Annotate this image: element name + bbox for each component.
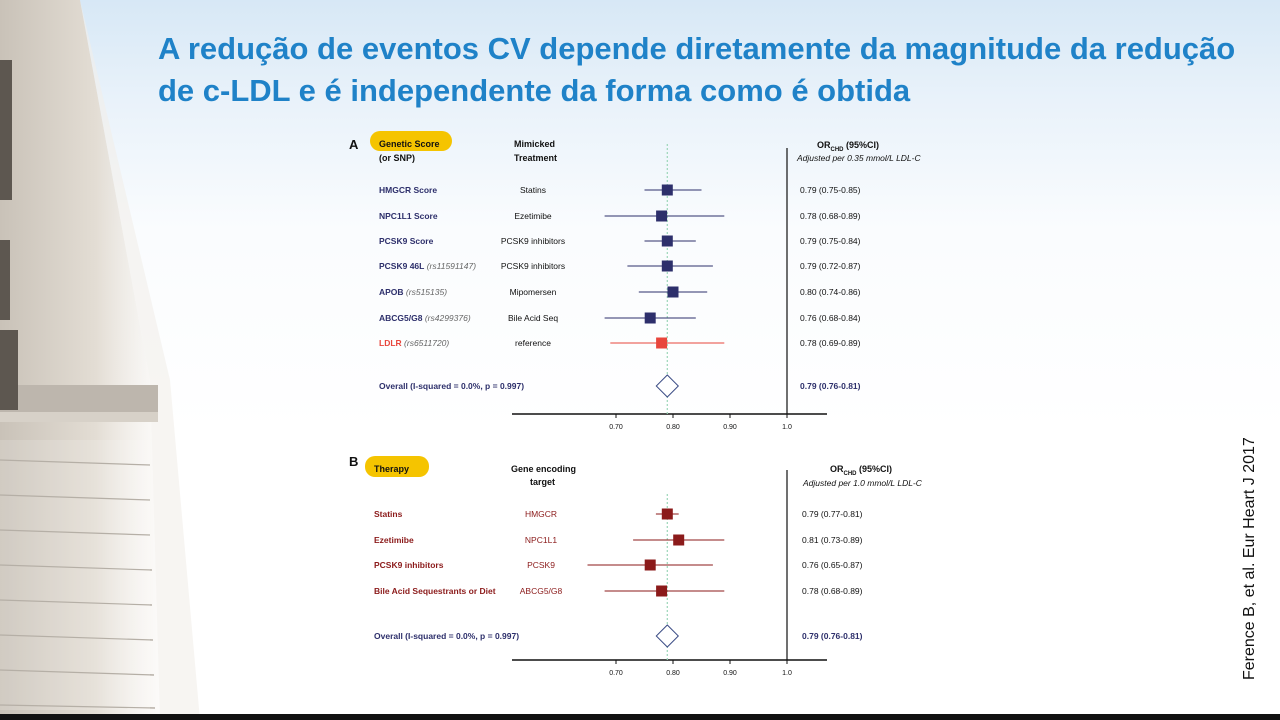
panel-b-point-estimate	[656, 586, 667, 597]
panel-b-or-header: $OR_{CHD}$ (95%CI)	[830, 464, 893, 477]
panel-a-row-name	[379, 338, 449, 348]
panel-b-x-tick-label: 0.80	[666, 670, 680, 677]
panel-b-row-name-text: Ezetimibe	[374, 535, 414, 545]
panel-a-row-name	[379, 211, 438, 221]
panel-b-point-estimate	[673, 535, 684, 546]
panel-b-row-name	[374, 586, 496, 596]
bottom-bar	[0, 714, 1280, 720]
panel-a-row-name-text: PCSK9 Score	[379, 236, 434, 246]
panel-b-overall-label: Overall (I-squared = 0.0%, p = 0.997)	[374, 631, 520, 641]
panel-b-point-estimate	[662, 509, 673, 520]
panel-a-point-estimate	[668, 287, 679, 298]
panel-a-col2-header-line1: Mimicked	[514, 139, 556, 149]
panel-a-point-estimate	[662, 236, 673, 247]
panel-a-overall-ci-text: 0.79 (0.76-0.81)	[800, 381, 861, 391]
panel-a-row-name-text: NPC1L1 Score	[379, 211, 438, 221]
panel-b-row-name	[374, 509, 403, 519]
panel-b-row-treatment: ABCG5/G8	[519, 586, 563, 596]
panel-a-point-estimate	[662, 185, 673, 196]
citation: Ference B, et al. Eur Heart J 2017	[1241, 437, 1258, 680]
panel-b-row-ci-text: 0.78 (0.68-0.89)	[802, 586, 863, 596]
panel-b-col2-header-line2: target	[530, 477, 556, 487]
panel-a-row-name-text: LDLR	[379, 338, 402, 348]
panel-a-row-treatment: Ezetimibe	[514, 211, 552, 221]
panel-a-col2-header-line2: Treatment	[514, 153, 558, 163]
panel-b-adjust-note: Adjusted per 1.0 mmol/L LDL-C	[803, 478, 922, 488]
panel-b-x-tick-label: 0.90	[723, 670, 737, 677]
panel-a-row-name	[379, 185, 437, 195]
panel-a-row-name	[379, 287, 447, 297]
panel-b-row-treatment: PCSK9	[527, 560, 555, 570]
panel-b-row-name-text: Bile Acid Sequestrants or Diet	[374, 586, 496, 596]
panel-a-adjust-note: Adjusted per 0.35 mmol/L LDL-C	[797, 153, 921, 163]
panel-a-row-ci-text: 0.79 (0.75-0.84)	[800, 236, 861, 246]
panel-a-row-name-text: APOB	[379, 287, 404, 297]
panel-a-row-treatment: reference	[515, 338, 551, 348]
panel-b-marks	[374, 494, 863, 677]
panel-b-row-treatment: NPC1L1	[524, 535, 558, 545]
panel-a-x-tick-label: 1.0	[782, 424, 792, 431]
panel-b-x-tick-label: 1.0	[782, 670, 792, 677]
panel-b-x-tick-label: 0.70	[609, 670, 623, 677]
panel-a-row-snp: (rs4299376)	[422, 313, 471, 323]
panel-b-row-name	[374, 560, 444, 570]
panel-a-row-ci-text: 0.79 (0.75-0.85)	[800, 185, 861, 195]
panel-a-row-ci-text: 0.78 (0.69-0.89)	[800, 338, 861, 348]
panel-a-x-tick-label: 0.90	[723, 424, 737, 431]
panel-a-row-treatment: PCSK9 inhibitors	[500, 261, 566, 271]
panel-a-label: A	[349, 137, 359, 152]
panel-a-point-estimate	[645, 313, 656, 324]
panel-a-row-ci-text: 0.79 (0.72-0.87)	[800, 261, 861, 271]
panel-b-col2-header-line1: Gene encoding	[511, 464, 577, 474]
panel-b-label: B	[349, 454, 359, 469]
panel-a-marks	[379, 144, 861, 431]
panel-a-col1-header-line1: Genetic Score	[379, 139, 440, 149]
panel-a-row-treatment: PCSK9 inhibitors	[500, 236, 566, 246]
panel-a-or-header: $OR_{CHD}$ (95%CI)	[817, 140, 880, 153]
panel-a-row-snp: (rs6511720)	[401, 338, 450, 348]
panel-a-overall-label: Overall (I-squared = 0.0%, p = 0.997)	[379, 381, 525, 391]
panel-b-row-ci-text: 0.81 (0.73-0.89)	[802, 535, 863, 545]
panel-b-point-estimate	[645, 560, 656, 571]
panel-b-row-name-text: Statins	[374, 509, 403, 519]
panel-a-x-tick-label: 0.70	[609, 424, 623, 431]
panel-a-point-estimate	[656, 338, 667, 349]
panel-b-overall-ci-text: 0.79 (0.76-0.81)	[802, 631, 863, 641]
panel-a-row-name-text: HMGCR Score	[379, 185, 438, 195]
panel-a-row-name	[379, 261, 476, 271]
panel-b-row-ci-text: 0.79 (0.77-0.81)	[802, 509, 863, 519]
panel-b-row-name-text: PCSK9 inhibitors	[374, 560, 444, 570]
panel-a-point-estimate	[656, 211, 667, 222]
panel-a-col1-header-line2: (or SNP)	[379, 153, 415, 163]
panel-a-row-treatment: Statins	[520, 185, 546, 195]
panel-a-row-treatment: Mipomersen	[509, 287, 557, 297]
panel-a-row-snp: (rs11591147)	[424, 261, 477, 271]
panel-a-row-treatment: Bile Acid Seq	[507, 313, 559, 323]
panel-a-row-ci-text: 0.80 (0.74-0.86)	[800, 287, 861, 297]
panel-a-row-name-text: ABCG5/G8	[379, 313, 423, 323]
panel-a-point-estimate	[662, 261, 673, 272]
panel-a-x-tick-label: 0.80	[666, 424, 680, 431]
panel-a-row-name-text: PCSK9 46L	[379, 261, 425, 271]
panel-b-overall-diamond	[656, 625, 678, 647]
panel-b-row-ci-text: 0.76 (0.65-0.87)	[802, 560, 863, 570]
panel-a-row-ci-text: 0.78 (0.68-0.89)	[800, 211, 861, 221]
panel-a-row-name	[379, 313, 471, 323]
slide-title: A redução de eventos CV depende diretamente da magnitude da redução de c-LDL e é independente da forma como é obtida	[158, 31, 1236, 108]
panel-a-row-name	[379, 236, 434, 246]
panel-a-row-snp: (rs515135)	[403, 287, 448, 297]
panel-a-row-ci-text: 0.76 (0.68-0.84)	[800, 313, 861, 323]
panel-b-row-name	[374, 535, 414, 545]
panel-a-overall-diamond	[656, 375, 678, 397]
panel-b-row-treatment: HMGCR	[524, 509, 558, 519]
panel-b-col1-header: Therapy	[374, 464, 410, 474]
